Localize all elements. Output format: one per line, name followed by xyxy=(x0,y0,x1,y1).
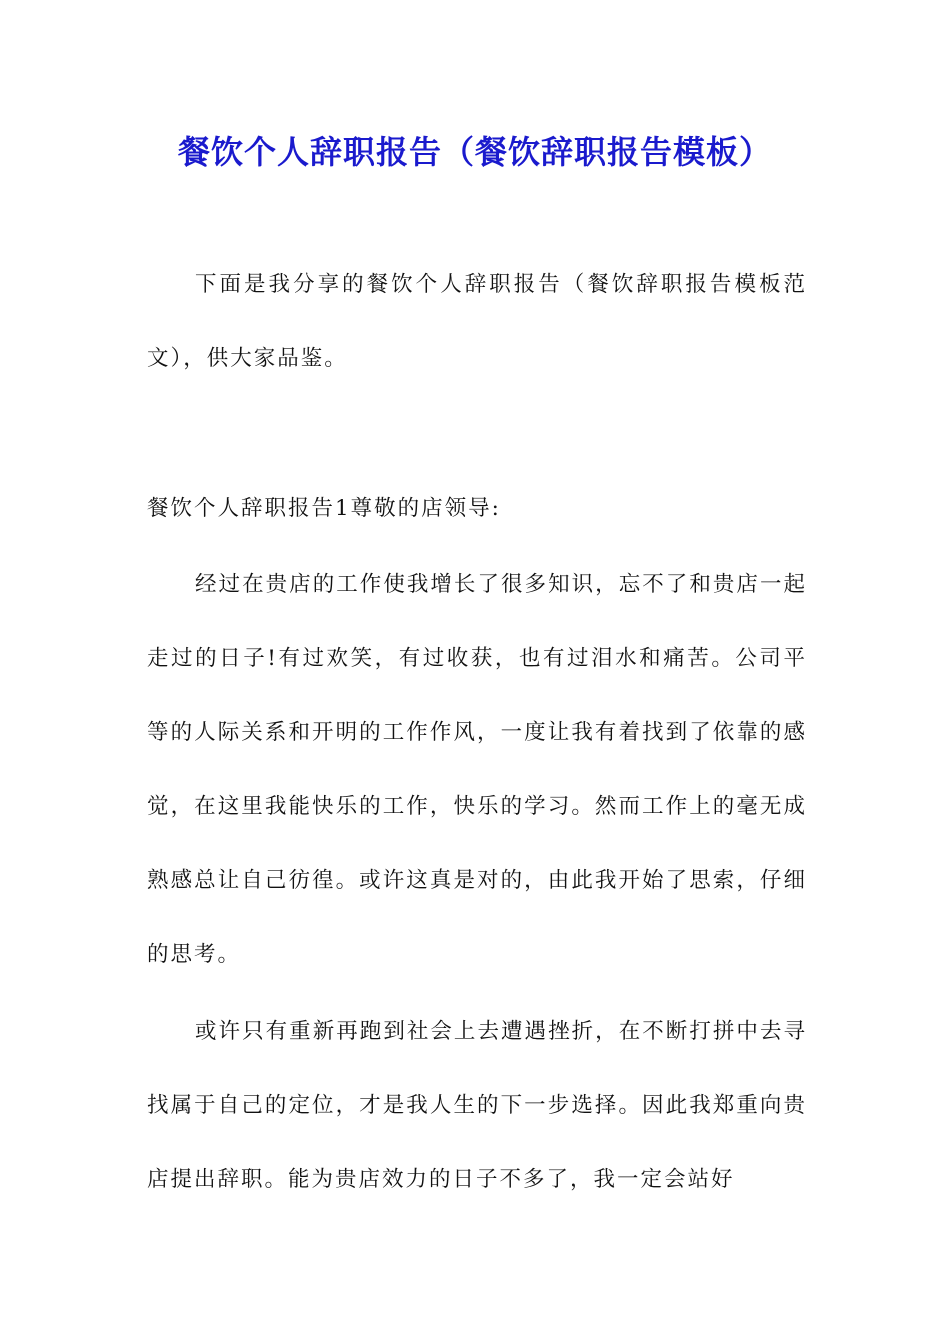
document-title: 餐饮个人辞职报告（餐饮辞职报告模板） xyxy=(177,133,772,171)
body-paragraph-2: 或许只有重新再跑到社会上去遭遇挫折，在不断打拼中去寻找属于自己的定位，才是我人生的下一步选择。因此我郑重向贵店提出辞职。能为贵店效力的日子不多了，我一定会站好 xyxy=(147,1019,807,1192)
body-paragraph-1: 经过在贵店的工作使我增长了很多知识，忘不了和贵店一起走过的日子!有过欢笑，有过收获，也有过泪水和痛苦。公司平等的人际关系和开明的工作作风，一度让我有着找到了依靠的感觉，在这里我能快乐的工作，快乐的学习。然而工作上的毫无成熟感总让自己彷徨。或许这真是对的，由此我开始了思索，仔细的思考。 xyxy=(147,572,807,967)
letter-heading: 餐饮个人辞职报告1尊敬的店领导: xyxy=(147,496,501,521)
intro-paragraph: 下面是我分享的餐饮个人辞职报告（餐饮辞职报告模板范文），供大家品鉴。 xyxy=(147,272,807,371)
